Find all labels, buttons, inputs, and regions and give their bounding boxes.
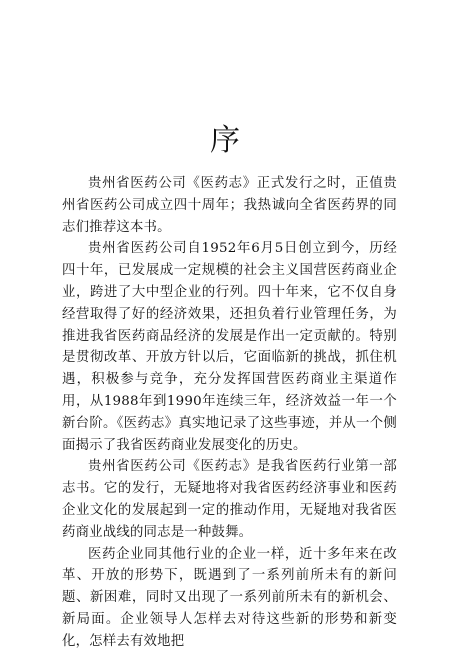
- preface-body: [62, 173, 397, 653]
- paragraph-3: 贵州省医药公司《医药志》是我省医药行业第一部志书。它的发行，无疑地将对我省医药经济事业和医药企业文化的发展起到一定的推动作用，无疑地对我省医药商业战线的同志是一种鼓舞。: [62, 459, 397, 540]
- paragraph-1: 贵州省医药公司《医药志》正式发行之时，正值贵州省医药公司成立四十周年；我热诚向全省医药界的同志们推荐这本书。: [62, 176, 397, 235]
- paragraph-4: 医药企业同其他行业的企业一样，近十多年来在改革、开放的形势下，既遇到了一系列前所未有的新问题、新困难，同时又出现了一系列前所未有的新机会、新局面。企业领导人怎样去对待这些新的形势和新变化，怎样去有效地把: [62, 546, 397, 649]
- paragraph-2: 贵州省医药公司自1952年6月5日创立到今，历经四十年，已发展成一定规模的社会主义国营医药商业企业，跨进了大中型企业的行列。四十年来，它不仅自身经营取得了好的经济效果，还担负着行业管理任务，为推进我省医药商品经济的发展是作出一定贡献的。特别是贯彻改革、开放方针以后，它面临新的挑战，抓住机遇，积极参与竞争，充分发挥国营医药商业主渠道作用，从1988年到1990年连续三年，经济效益一年一个新台阶。《医药志》真实地记录了这些事迹，并从一个侧面揭示了我省医药商业发展变化的历史。: [62, 241, 397, 453]
- page-title: 序: [210, 123, 240, 158]
